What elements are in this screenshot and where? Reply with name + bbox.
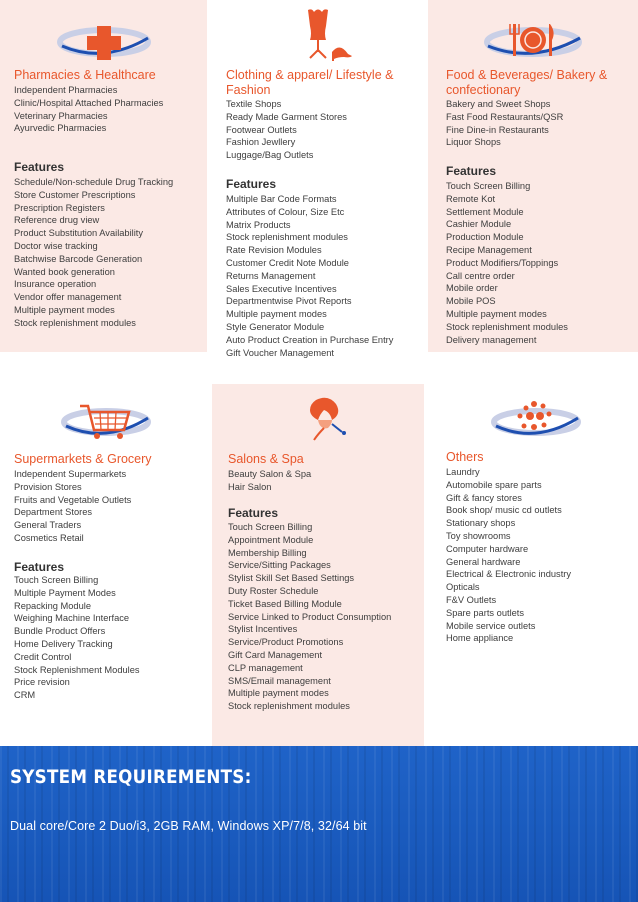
feature-item: Home Delivery Tracking xyxy=(14,638,113,649)
feature-item: CLP management xyxy=(228,662,303,673)
sector-item-list xyxy=(14,84,201,135)
list-item: Cosmetics Retail xyxy=(14,532,84,543)
sector-title: Food & Beverages/ Bakery & confectionary xyxy=(446,68,608,97)
sector-title: Salons & Spa xyxy=(228,452,304,466)
feature-item: Touch Screen Billing xyxy=(228,522,313,532)
sector-item-list xyxy=(14,468,201,545)
feature-item: Multiple Bar Code Formats xyxy=(226,194,337,204)
list-item: Ready Made Garment Stores xyxy=(226,111,347,122)
features-heading: Features xyxy=(228,506,279,520)
feature-item: Store Customer Prescriptions xyxy=(14,189,136,200)
list-item: Independent Supermarkets xyxy=(14,469,127,479)
sector-item-list xyxy=(226,98,418,162)
feature-list xyxy=(228,521,418,713)
list-item: Footwear Outlets xyxy=(226,124,297,135)
feature-item: Schedule/Non-schedule Drug Tracking xyxy=(14,177,174,187)
list-item: General hardware xyxy=(446,556,521,567)
feature-item: Sales Executive Incentives xyxy=(226,283,337,294)
feature-item: Recipe Management xyxy=(446,244,532,255)
feature-item: Weighing Machine Interface xyxy=(14,613,130,624)
sector-title: Others xyxy=(446,450,484,464)
feature-item: Bundle Product Offers xyxy=(14,626,106,637)
feature-list xyxy=(14,574,201,702)
list-item: Fruits and Vegetable Outlets xyxy=(14,494,132,505)
list-item: Stationary shops xyxy=(446,518,516,529)
list-item: General Traders xyxy=(14,520,82,531)
feature-item: Departmentwise Pivot Reports xyxy=(226,296,352,307)
list-item: Mobile service outlets xyxy=(446,620,536,631)
feature-item: Insurance operation xyxy=(14,279,97,290)
sector-title: Clothing & apparel/ Lifestyle & Fashion xyxy=(226,68,394,97)
feature-item: Style Generator Module xyxy=(226,321,325,332)
feature-list xyxy=(446,180,632,346)
feature-item: SMS/Email management xyxy=(228,675,331,686)
features-heading: Features xyxy=(226,177,277,191)
feature-list xyxy=(14,176,201,330)
sector-panel-salons xyxy=(212,384,424,746)
feature-item: Multiple payment modes xyxy=(14,304,115,315)
feature-item: Auto Product Creation in Purchase Entry xyxy=(226,334,394,345)
feature-item: Rate Revision Modules xyxy=(226,245,322,256)
list-item: Book shop/ music cd outlets xyxy=(446,505,562,516)
list-item: Home appliance xyxy=(446,633,514,644)
feature-item: Vendor offer management xyxy=(14,292,122,303)
feature-item: CRM xyxy=(14,690,36,701)
list-item: Spare parts outlets xyxy=(446,607,525,618)
feature-item: Gift Voucher Management xyxy=(226,347,335,358)
feature-item: Stock replenishment modules xyxy=(446,321,568,332)
list-item: Electrical & Electronic industry xyxy=(446,569,572,580)
feature-item: Product Modifiers/Toppings xyxy=(446,257,559,268)
feature-item: Service/Sitting Packages xyxy=(228,560,331,571)
sector-item-list xyxy=(446,466,632,645)
feature-item: Membership Billing xyxy=(228,547,307,558)
medical-cross-icon xyxy=(0,12,207,72)
sector-panel-food xyxy=(428,0,638,352)
dress-form-and-heel-icon xyxy=(212,4,424,64)
list-item: Bakery and Sweet Shops xyxy=(446,99,551,109)
feature-item: Production Module xyxy=(446,232,524,243)
sector-panel-supermarkets xyxy=(0,388,207,728)
feature-item: Prescription Registers xyxy=(14,202,105,213)
feature-item: Credit Control xyxy=(14,651,72,662)
sector-title: Supermarkets & Grocery xyxy=(14,452,152,466)
feature-item: Batchwise Barcode Generation xyxy=(14,253,143,264)
list-item: Gift & fancy stores xyxy=(446,492,522,503)
plate-knife-fork-icon xyxy=(428,12,638,72)
system-requirements-band xyxy=(0,746,638,902)
feature-item: Stylist Incentives xyxy=(228,624,298,635)
feature-item: Multiple Payment Modes xyxy=(14,587,116,598)
feature-item: Gift Card Management xyxy=(228,649,323,660)
sector-title: Pharmacies & Healthcare xyxy=(14,68,156,82)
list-item: Toy showrooms xyxy=(446,530,511,541)
feature-item: Touch Screen Billing xyxy=(446,181,531,191)
feature-item: Matrix Products xyxy=(226,219,291,230)
list-item: Luggage/Bag Outlets xyxy=(226,150,314,161)
list-item: Computer hardware xyxy=(446,543,529,554)
feature-item: Product Substitution Availability xyxy=(14,228,144,239)
list-item: Veterinary Pharmacies xyxy=(14,110,108,121)
sector-item-list xyxy=(228,468,418,494)
feature-item: Stock replenishment modules xyxy=(226,232,348,243)
feature-item: Stylist Skill Set Based Settings xyxy=(228,573,355,584)
salon-woman-icon xyxy=(212,390,424,450)
feature-list xyxy=(226,193,418,359)
feature-item: Mobile POS xyxy=(446,296,496,307)
feature-item: Repacking Module xyxy=(14,600,92,611)
list-item: Textile Shops xyxy=(226,99,282,109)
feature-item: Cashier Module xyxy=(446,219,512,230)
list-item: Department Stores xyxy=(14,507,93,518)
feature-item: Stock replenishment modules xyxy=(14,317,136,328)
features-heading: Features xyxy=(446,164,497,178)
feature-item: Doctor wise tracking xyxy=(14,240,98,251)
list-item: Ayurvedic Pharmacies xyxy=(14,123,107,134)
list-item: Clinic/Hospital Attached Pharmacies xyxy=(14,97,164,108)
features-heading: Features xyxy=(14,160,65,174)
feature-item: Remote Kot xyxy=(446,193,496,204)
feature-item: Call centre order xyxy=(446,270,515,281)
list-item: F&V Outlets xyxy=(446,594,497,605)
sector-panel-others xyxy=(428,388,638,688)
shopping-cart-icon xyxy=(0,394,207,454)
list-item: Fashion Jewllery xyxy=(226,137,296,148)
feature-item: Duty Roster Schedule xyxy=(228,585,319,596)
list-item: Beauty Salon & Spa xyxy=(228,469,312,479)
feature-item: Service Linked to Product Consumption xyxy=(228,611,392,622)
feature-item: Reference drug view xyxy=(14,215,100,226)
feature-item: Multiple payment modes xyxy=(228,688,329,699)
sector-item-list xyxy=(446,98,632,149)
feature-item: Touch Screen Billing xyxy=(14,575,99,585)
list-item: Hair Salon xyxy=(228,481,272,492)
sector-panel-clothing xyxy=(212,0,424,370)
sector-panel-pharmacies xyxy=(0,0,207,352)
feature-item: Returns Management xyxy=(226,270,316,281)
feature-item: Ticket Based Billing Module xyxy=(228,598,342,609)
list-item: Liquor Shops xyxy=(446,137,501,148)
feature-item: Stock replenishment modules xyxy=(228,701,350,712)
list-item: Provision Stores xyxy=(14,481,82,492)
feature-item: Stock Replenishment Modules xyxy=(14,664,140,675)
feature-item: Multiple payment modes xyxy=(226,309,327,320)
feature-item: Delivery management xyxy=(446,334,537,345)
list-item: Automobile spare parts xyxy=(446,479,542,490)
feature-item: Price revision xyxy=(14,677,70,688)
feature-item: Multiple payment modes xyxy=(446,308,547,319)
feature-item: Customer Credit Note Module xyxy=(226,257,349,268)
list-item: Opticals xyxy=(446,582,480,593)
feature-item: Settlement Module xyxy=(446,206,524,217)
system-requirements-title: SYSTEM REQUIREMENTS: xyxy=(10,766,252,788)
features-heading: Features xyxy=(14,560,65,574)
list-item: Independent Pharmacies xyxy=(14,85,118,95)
list-item: Laundry xyxy=(446,467,480,477)
feature-item: Mobile order xyxy=(446,283,498,294)
system-requirements-text: Dual core/Core 2 Duo/i3, 2GB RAM, Windows XP/7/8, 32/64 bit xyxy=(10,819,367,833)
list-item: Fine Dine-in Restaurants xyxy=(446,124,549,135)
dots-circle-icon xyxy=(428,394,638,454)
list-item: Fast Food Restaurants/QSR xyxy=(446,111,564,122)
feature-item: Service/Product Promotions xyxy=(228,637,344,648)
feature-item: Wanted book generation xyxy=(14,266,115,277)
feature-item: Appointment Module xyxy=(228,534,314,545)
feature-item: Attributes of Colour, Size Etc xyxy=(226,206,345,217)
